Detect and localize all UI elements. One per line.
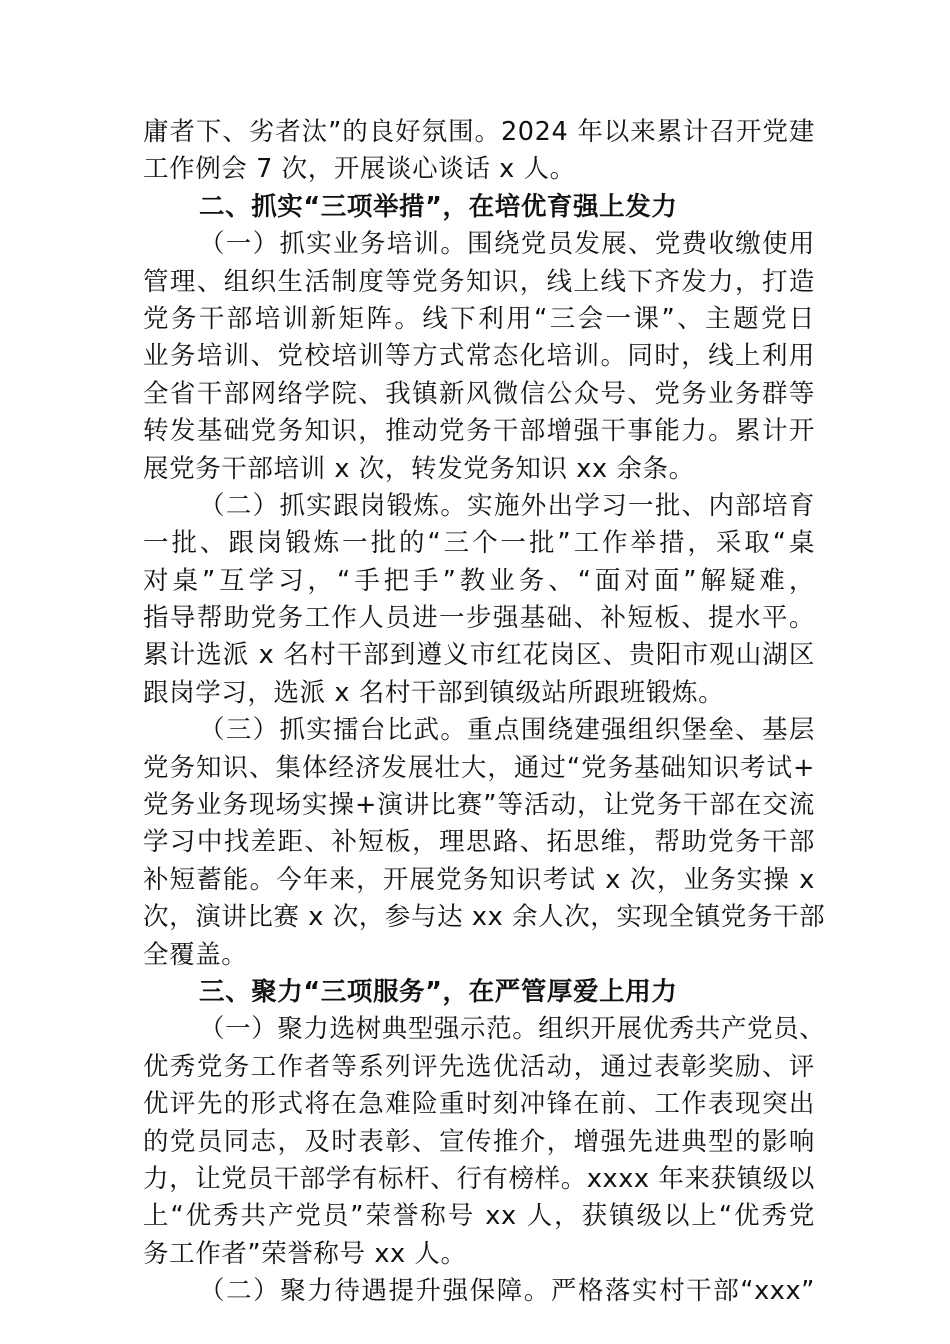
text-line: （二）聚力待遇提升强保障。严格落实村干部“xxx” xyxy=(199,1276,815,1307)
text-line: 务工作者”荣誉称号 xx 人。 xyxy=(143,1238,467,1269)
text-line: 次，演讲比赛 x 次，参与达 xx 余人次，实现全镇党务干部 xyxy=(143,902,826,933)
text-line: 转发基础党务知识，推动党务干部增强干事能力。累计开 xyxy=(143,416,815,447)
text-line: 跟岗学习，选派 x 名村干部到镇级站所跟班锻炼。 xyxy=(143,677,725,708)
document-page xyxy=(143,114,826,1311)
text-line: 累计选派 x 名村干部到遵义市红花岗区、贵阳市观山湖区 xyxy=(143,640,815,671)
text-line: 优评先的形式将在急难险重时刻冲锋在前、工作表现突出 xyxy=(143,1089,815,1120)
text-line: 优秀党务工作者等系列评先选优活动，通过表彰奖励、评 xyxy=(143,1051,815,1082)
text-line: 党务干部培训新矩阵。线下利用“三会一课”、主题党日 xyxy=(143,303,815,334)
section-heading: 三、聚力“三项服务”，在严管厚爱上用力 xyxy=(199,976,678,1007)
text-line: （一）抓实业务培训。围绕党员发展、党费收缴使用 xyxy=(199,229,815,260)
text-line: 一批、跟岗锻炼一批的“三个一批”工作举措，采取“桌 xyxy=(143,528,815,559)
text-line: （二）抓实跟岗锻炼。实施外出学习一批、内部培育 xyxy=(199,490,815,521)
text-line: 管理、组织生活制度等党务知识，线上线下齐发力，打造 xyxy=(143,266,815,297)
text-line: 庸者下、劣者汰”的良好氛围。2024 年以来累计召开党建 xyxy=(143,117,815,147)
text-line: 业务培训、党校培训等方式常态化培训。同时，线上利用 xyxy=(143,341,815,372)
text-line: 补短蓄能。今年来，开展党务知识考试 x 次，业务实操 x xyxy=(143,864,815,895)
text-line: 上“优秀共产党员”荣誉称号 xx 人，获镇级以上“优秀党 xyxy=(143,1201,815,1232)
text-line: 工作例会 7 次，开展谈心谈话 x 人。 xyxy=(143,154,576,185)
text-line: 全覆盖。 xyxy=(143,939,248,970)
text-line: 党务业务现场实操+演讲比赛”等活动，让党务干部在交流 xyxy=(143,790,815,821)
text-line: 对桌”互学习，“手把手”教业务、“面对面”解疑难， xyxy=(143,565,815,596)
text-line: （三）抓实擂台比武。重点围绕建强组织堡垒、基层 xyxy=(199,715,815,746)
text-line: 展党务干部培训 x 次，转发党务知识 xx 余条。 xyxy=(143,453,695,484)
text-line: （一）聚力选树典型强示范。组织开展优秀共产党员、 xyxy=(199,1014,826,1045)
section-heading: 二、抓实“三项举措”，在培优育强上发力 xyxy=(199,191,678,222)
text-line: 党务知识、集体经济发展壮大，通过“党务基础知识考试+ xyxy=(143,752,815,783)
text-line: 的党员同志，及时表彰、宣传推介，增强先进典型的影响 xyxy=(143,1126,815,1157)
text-line: 学习中找差距、补短板，理思路、拓思维，帮助党务干部 xyxy=(143,827,815,858)
text-line: 指导帮助党务工作人员进一步强基础、补短板、提水平。 xyxy=(143,603,815,634)
text-line: 力，让党员干部学有标杆、行有榜样。xxxx 年来获镇级以 xyxy=(143,1163,815,1194)
text-line: 全省干部网络学院、我镇新风微信公众号、党务业务群等 xyxy=(143,378,815,409)
